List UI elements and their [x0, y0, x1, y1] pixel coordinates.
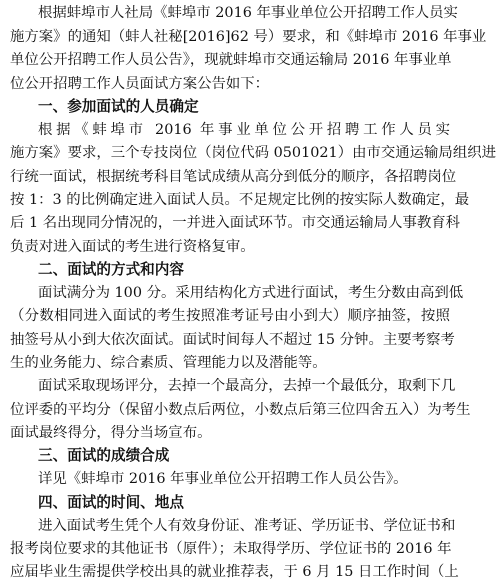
section-4-line-3: 应届毕业生需提供学校出具的就业推荐表，于 6 月 15 日工作时间（上 [10, 564, 459, 580]
section-2-line-6: 位评委的平均分（保留小数点后两位，小数点后第三位四舍五入）为考生 [10, 402, 471, 418]
section-1-line-5: 后 1 名出现同分情况的，一并进入面试环节。市交通运输局人事教育科 [10, 215, 461, 231]
paragraph-intro-line-1: 根据蚌埠市人社局《蚌埠市 2016 年事业单位公开招聘工作人员实 [38, 5, 458, 21]
section-2-line-5: 面试采取现场评分，去掉一个最高分，去掉一个最低分，取剩下几 [38, 378, 456, 394]
section-1-line-4: 按 1：3 的比例确定进入面试人员。不足规定比例的按实际人数确定，最 [10, 192, 470, 208]
section-1-line-2: 施方案》要求，三个专技岗位（岗位代码 0501021）由市交通运输局组织进 [10, 145, 496, 161]
paragraph-intro-line-2: 施方案》的通知（蚌人社秘[2016]62 号）要求，和《蚌埠市 2016 年事业 [10, 29, 487, 45]
section-2-line-4: 生的业务能力、综合素质、管理能力以及潜能等。 [10, 355, 327, 371]
section-2-line-1: 面试满分为 100 分。采用结构化方式进行面试，考生分数由高到低 [38, 285, 464, 301]
section-3-line-1: 详见《蚌埠市 2016 年事业单位公开招聘工作人员公告》。 [38, 471, 408, 487]
paragraph-intro-line-4: 位公开招聘工作人员面试方案公告如下： [10, 76, 270, 92]
section-1-line-1: 根据《蚌埠市 2016 年事业单位公开招聘工作人员实 [38, 122, 450, 138]
paragraph-intro-line-3: 单位公开招聘工作人员公告》，现就蚌埠市交通运输局 2016 年事业单 [10, 52, 452, 68]
section-heading-3: 三、面试的成绩合成 [38, 447, 170, 464]
section-1-line-6: 负责对进入面试的考生进行资格复审。 [10, 239, 255, 255]
section-heading-4: 四、面试的时间、地点 [38, 494, 184, 511]
section-heading-1: 一、参加面试的人员确定 [38, 98, 199, 115]
section-2-line-2: （分数相同进入面试的考生按照准考证号由小到大）顺序抽签，按照 [10, 308, 450, 324]
section-4-line-2: 报考岗位要求的其他证书（原件）；未取得学历、学位证书的 2016 年 [10, 541, 452, 557]
section-1-line-3: 行统一面试，根据统考科目笔试成绩从高分到低分的顺序，各招聘岗位 [10, 169, 457, 185]
section-2-line-3: 抽签号从小到大依次面试。面试时间每人不超过 15 分钟。主要考察考 [10, 332, 455, 348]
section-heading-2: 二、面试的方式和内容 [38, 261, 184, 278]
section-2-line-7: 面试最终得分，得分当场宣布。 [10, 425, 212, 441]
section-4-line-1: 进入面试考生凭个人有效身份证、准考证、学历证书、学位证书和 [38, 518, 456, 534]
